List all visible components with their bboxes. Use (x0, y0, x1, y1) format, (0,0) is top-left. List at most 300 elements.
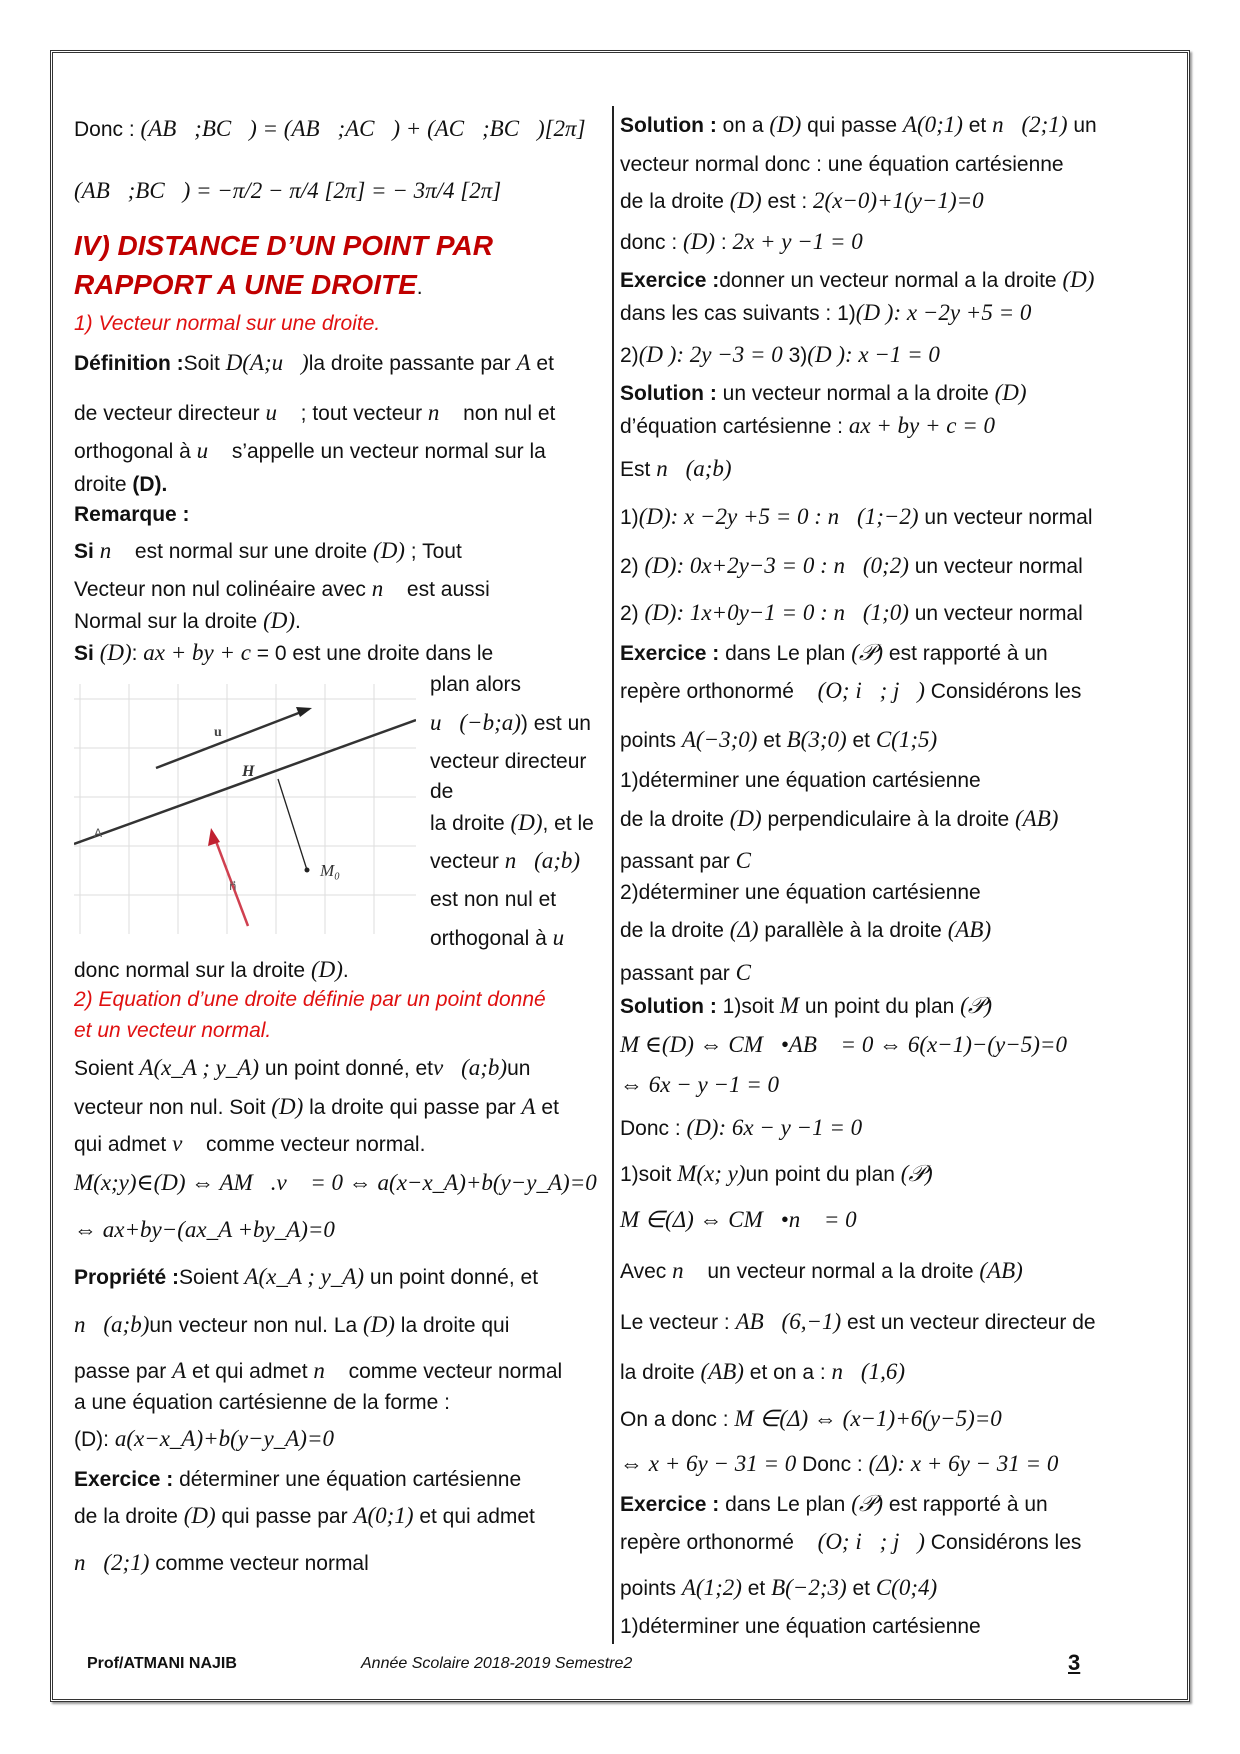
left-text-line (74, 1094, 559, 1121)
right-text-line (620, 806, 1058, 833)
subsection-heading: 1) Vecteur normal sur une droite. (74, 312, 381, 335)
math-expression: A (172, 1358, 187, 1383)
math-expression: 2x + y −1 = 0 (732, 229, 863, 254)
text: déterminer une équation cartésienne (179, 1468, 522, 1491)
math-expression: (𝒫) (960, 993, 993, 1018)
math-expression: u⃗ (196, 438, 226, 463)
math-expression: (Δ) (729, 917, 759, 942)
text: . (342, 959, 349, 982)
text: et (962, 114, 993, 137)
text: repère orthonormé (620, 680, 800, 703)
line-d (74, 720, 416, 844)
text: est non nul et (430, 888, 557, 911)
text: 1)soit (722, 995, 780, 1018)
text: 2) (620, 602, 645, 625)
line-normal-vector-figure (74, 684, 416, 934)
left-text-line (74, 1170, 597, 1197)
left-text-line (74, 1131, 425, 1158)
math-expression: ⇔ ax+by−(ax_A +by_A)=0 (74, 1217, 335, 1242)
math-expression: (D ): x −2y +5 = 0 (855, 300, 1032, 325)
label-h: H (242, 763, 255, 780)
math-expression: ℛ(O; i⃗; j⃗) (799, 678, 925, 703)
math-expression: n⃗(a;b) (504, 848, 581, 873)
text: et (846, 1577, 876, 1600)
left-text-line (74, 1312, 509, 1339)
math-expression: (D) (373, 538, 405, 563)
text: la droite passante par (308, 352, 517, 375)
text: 2) (620, 344, 639, 367)
text: 1)soit (620, 1163, 678, 1186)
math-expression: ⇔ x + 6y − 31 = 0 (620, 1451, 797, 1476)
left-text-line (430, 672, 521, 698)
text: (D): (74, 1428, 115, 1451)
math-expression: C(0;4) (875, 1575, 938, 1600)
math-expression: 2(x−0)+1(y−1)=0 (813, 188, 984, 213)
math-expression: u⃗ (265, 400, 295, 425)
math-expression: B(3;0) (786, 727, 847, 752)
math-expression: ax + by + c = 0 (848, 413, 996, 438)
left-text-line (430, 810, 594, 837)
text: Soient (179, 1266, 245, 1289)
text: ) est un (520, 712, 591, 735)
right-text-line (620, 112, 1097, 139)
math-expression: (D) (510, 810, 543, 835)
math-expression: (AB) (947, 917, 992, 942)
right-text-line (620, 413, 995, 440)
math-expression: (Δ): x + 6y − 31 = 0 (868, 1451, 1059, 1476)
right-text-line (620, 229, 863, 256)
bold-label: Si (74, 540, 100, 563)
math-expression: (AB) (979, 1258, 1023, 1283)
left-text-line (74, 538, 462, 565)
text: passe par (74, 1360, 173, 1383)
text: Soit (183, 352, 226, 375)
math-expression: (D) (271, 1094, 304, 1119)
text: qui admet (74, 1133, 173, 1156)
math-expression: (D) (729, 806, 762, 831)
math-expression: (D) (769, 112, 802, 137)
grid (74, 684, 416, 934)
math-expression: (D) (263, 608, 295, 633)
text: dans les cas suivants : 1) (620, 302, 856, 325)
math-expression: M ∈(Δ) ⇔ (x−1)+6(y−5)=0 (734, 1406, 1002, 1431)
bold-label: Exercice : (620, 1493, 726, 1516)
text: la droite (620, 1361, 701, 1384)
math-expression: (D ): 2y −3 = 0 (638, 342, 783, 367)
math-expression: v⃗ (172, 1131, 201, 1156)
bold-label: Remarque : (74, 503, 190, 526)
text: Est (620, 458, 657, 481)
text: est aussi (401, 578, 490, 601)
right-text-line (620, 1359, 905, 1386)
right-text-line (620, 300, 1031, 327)
right-text-line (620, 342, 940, 369)
right-text-line (620, 1406, 1002, 1433)
math-expression: A(0;1) (353, 1503, 414, 1528)
left-text-line (430, 925, 582, 952)
right-text-line (620, 1309, 1096, 1336)
right-text-line (620, 917, 991, 944)
left-text-line (74, 987, 546, 1013)
math-expression: M ∈(D) ⇔ CM⃗•AB⃗ = 0 ⇔ 6(x−1)−(y−5)=0 (620, 1032, 1067, 1057)
math-expression: ⇔ 6x − y −1 = 0 (620, 1072, 779, 1097)
right-text-line (620, 600, 1083, 627)
text: un vecteur normal a la droite (722, 382, 995, 405)
left-text-line (74, 1217, 335, 1244)
bold-label: Solution : (620, 382, 723, 405)
segment-h-m0 (278, 779, 307, 870)
text: un (1067, 114, 1097, 137)
text: . (416, 276, 423, 299)
text: 1)déterminer une équation cartésienne (620, 769, 981, 792)
text: comme vecteur normal. (200, 1133, 426, 1156)
text: de vecteur directeur (74, 402, 266, 425)
math-expression: M ∈(Δ) ⇔ CM⃗•n⃗ = 0 (620, 1207, 857, 1232)
left-text-line (74, 502, 190, 528)
math-expression: (D) (363, 1312, 395, 1337)
text: un point du plan (799, 995, 961, 1018)
text: un point du plan (745, 1163, 901, 1186)
text: de la droite (74, 1505, 184, 1528)
text: donner un vecteur normal a la droite (719, 269, 1063, 292)
math-expression: n⃗ (99, 538, 130, 563)
math-expression: A(x_A ; y_A) (244, 1264, 365, 1289)
right-text-line (620, 1451, 1058, 1478)
subsection-heading: et un vecteur normal. (74, 1019, 272, 1042)
math-expression: (D) (683, 229, 715, 254)
text: la droite (430, 812, 511, 835)
text: dans Le plan (725, 1493, 852, 1516)
math-expression: (𝒫) (851, 1491, 884, 1516)
text: 1) (620, 506, 639, 529)
right-text-line (620, 1258, 1023, 1285)
label-u: u⃗ (214, 725, 233, 740)
left-text-line (74, 1264, 538, 1291)
right-text-line (620, 1032, 1067, 1059)
right-text-line (620, 504, 1092, 531)
label-m0: M₀ (320, 861, 341, 880)
right-text-line (620, 880, 981, 906)
right-text-line (620, 188, 984, 215)
math-expression: (AB) (1015, 806, 1059, 831)
text: plan alors (430, 673, 522, 696)
right-text-line (620, 1072, 779, 1099)
right-text-line (620, 678, 1081, 705)
section-heading: IV) DISTANCE D’UN POINT PAR (74, 230, 493, 261)
math-expression: (D) (183, 1503, 216, 1528)
math-expression: (𝒫) (851, 640, 884, 665)
math-expression: (D) (310, 957, 343, 982)
math-expression: (D): 0x+2y−3 = 0 : n⃗(0;2) (644, 553, 909, 578)
text: : (131, 642, 144, 665)
text: qui passe (801, 114, 903, 137)
bold-label: Exercice : (620, 642, 726, 665)
math-expression: (D): x −2y +5 = 0 : n⃗(1;−2) (638, 504, 919, 529)
text: un point donné, et (364, 1266, 539, 1289)
text: et qui admet (186, 1360, 314, 1383)
text: Considérons les (924, 1531, 1082, 1554)
left-text-line (74, 230, 493, 262)
left-text-line (74, 472, 167, 498)
math-expression: n⃗(2;1) (992, 112, 1068, 137)
right-text-line (620, 993, 992, 1020)
left-text-line (430, 848, 580, 875)
text: est un vecteur directeur de (841, 1311, 1096, 1334)
math-expression: n⃗(a;b) (74, 1312, 150, 1337)
text: et (535, 1096, 559, 1119)
text: 2) (620, 555, 645, 578)
math-expression: ℛ(O; i⃗; j⃗) (799, 1529, 925, 1554)
math-expression: u⃗ (552, 925, 582, 950)
text: et (741, 1577, 772, 1600)
right-text-line (620, 640, 1048, 667)
text: 3) (782, 344, 808, 367)
text: . (295, 610, 301, 633)
section-heading: RAPPORT A UNE DROITE (74, 269, 417, 300)
text: est : (761, 190, 814, 213)
math-expression: n⃗ (427, 400, 458, 425)
bold-label: Solution : (620, 995, 723, 1018)
left-text-line (430, 779, 453, 805)
math-expression: v⃗(a;b) (433, 1055, 508, 1080)
left-text-line (74, 1018, 271, 1044)
right-text-line (620, 1115, 862, 1142)
footer-school-year: Année Scolaire 2018-2019 Semestre2 (361, 1655, 633, 1672)
math-expression: n⃗ (313, 1358, 343, 1383)
footer-author: Prof/ATMANI NAJIB (87, 1655, 237, 1672)
right-text-line (620, 456, 732, 483)
math-expression: B(−2;3) (771, 1575, 847, 1600)
text: Normal sur la droite (74, 610, 264, 633)
text: la droite qui (394, 1314, 510, 1337)
text: un vecteur non nul. La (149, 1314, 364, 1337)
text: s’appelle un vecteur normal sur la (226, 440, 546, 463)
math-expression: (AB⃗;BC⃗) = (AB⃗;AC⃗) + (AC⃗;BC⃗)[2π] (140, 116, 586, 141)
left-text-line (74, 1055, 530, 1082)
text: orthogonal à (430, 927, 553, 950)
math-expression: C (735, 848, 751, 873)
left-text-line (74, 1358, 562, 1385)
text: comme vecteur normal (149, 1552, 369, 1575)
left-text-line (74, 1426, 334, 1453)
right-text-line (620, 380, 1027, 407)
bold-label: Si (74, 642, 100, 665)
text: 2)déterminer une équation cartésienne (620, 881, 981, 904)
text: un (507, 1057, 531, 1080)
right-text-line (620, 152, 1064, 178)
text: de la droite (620, 919, 730, 942)
math-expression: n⃗(1,6) (831, 1359, 905, 1384)
text: un vecteur normal (908, 602, 1083, 625)
text: un vecteur normal (918, 506, 1093, 529)
math-expression: (𝒫) (900, 1161, 933, 1186)
text: passant par (620, 962, 736, 985)
left-text-line (74, 116, 586, 143)
math-expression: (D) (729, 188, 762, 213)
right-text-line (620, 960, 751, 987)
text: vecteur directeur (430, 750, 587, 773)
text: Considérons les (924, 680, 1082, 703)
text: et on a : (743, 1361, 832, 1384)
bold-label: Définition : (74, 352, 184, 375)
math-expression: n⃗ (371, 576, 402, 601)
text: de (430, 780, 454, 803)
math-expression: n⃗(2;1) (74, 1550, 150, 1575)
text: et (846, 729, 876, 752)
math-expression: (D): 6x − y −1 = 0 (686, 1115, 863, 1140)
text: passant par (620, 850, 736, 873)
math-expression: C (735, 960, 751, 985)
text: droite (74, 473, 133, 496)
subsection-heading: 2) Equation d’une droite définie par un point donné (74, 988, 546, 1011)
text: qui passe par (215, 1505, 354, 1528)
text: points (620, 729, 682, 752)
left-text-line (74, 311, 380, 337)
label-a: A (94, 826, 103, 840)
left-text-line (430, 749, 586, 775)
vector-n-arrowhead (208, 828, 220, 846)
text: vecteur normal donc : une équation cartésienne (620, 153, 1064, 176)
text: d’équation cartésienne : (620, 415, 849, 438)
text: , et le (542, 812, 594, 835)
bold-label: (D). (132, 473, 168, 496)
right-text-line (620, 1529, 1081, 1556)
math-expression: C(1;5) (875, 727, 938, 752)
right-text-line (620, 1491, 1048, 1518)
text: a une équation cartésienne de la forme : (74, 1391, 450, 1414)
left-text-line (74, 1467, 521, 1493)
text: dans Le plan (725, 642, 852, 665)
text: repère orthonormé (620, 1531, 800, 1554)
math-expression: M(x; y) (677, 1161, 746, 1186)
column-divider (612, 106, 614, 1644)
right-text-line (620, 727, 937, 754)
text: et (757, 729, 787, 752)
text: 1)déterminer une équation cartésienne (620, 1615, 981, 1638)
math-expression: A(x_A ; y_A) (139, 1055, 260, 1080)
text: est rapporté à un (883, 642, 1048, 665)
left-text-line (74, 1550, 369, 1577)
text: ; Tout (404, 540, 462, 563)
text: et qui admet (413, 1505, 535, 1528)
point-m0 (305, 868, 310, 873)
text: Avec (620, 1260, 673, 1283)
right-text-line (620, 267, 1094, 294)
left-text-line (74, 178, 501, 205)
math-expression: (D ): x −1 = 0 (807, 342, 940, 367)
text: donc : (620, 231, 684, 254)
left-text-line (74, 576, 490, 603)
right-text-line (620, 1614, 981, 1640)
left-text-line (430, 710, 591, 737)
text: comme vecteur normal (342, 1360, 563, 1383)
left-text-line (74, 957, 349, 984)
left-text-line (74, 400, 555, 427)
left-text-line (74, 608, 301, 635)
text: un point donné, et (259, 1057, 434, 1080)
text: Soient (74, 1057, 140, 1080)
left-text-line (74, 1390, 450, 1416)
text: un vecteur normal (908, 555, 1083, 578)
bold-label: Propriété : (74, 1266, 180, 1289)
right-text-line (620, 1161, 933, 1188)
text: un vecteur normal a la droite (701, 1260, 980, 1283)
right-text-line (620, 1207, 857, 1234)
text: perpendiculaire à la droite (761, 808, 1016, 831)
math-expression: A (521, 1094, 536, 1119)
math-expression: A (516, 350, 531, 375)
text: donc normal sur la droite (74, 959, 311, 982)
left-text-line (74, 269, 423, 301)
label-n: n⃗ (229, 879, 237, 893)
text: Donc : (620, 1117, 687, 1140)
left-text-line (74, 350, 554, 377)
bold-label: Exercice : (620, 269, 720, 292)
text: : (714, 231, 733, 254)
math-expression: (D) (99, 640, 132, 665)
text: de la droite (620, 808, 730, 831)
text: vecteur non nul. Soit (74, 1096, 272, 1119)
text: la droite qui passe par (303, 1096, 522, 1119)
text: vecteur (430, 850, 505, 873)
text: et (530, 352, 554, 375)
text: orthogonal à (74, 440, 197, 463)
math-expression: ax + by + c (143, 640, 251, 665)
text: Donc : (796, 1453, 869, 1476)
math-expression: (D) (994, 380, 1027, 405)
left-text-line (74, 438, 546, 465)
page-number: 3 (1068, 1650, 1081, 1675)
right-text-line (620, 848, 751, 875)
text: non nul et (457, 402, 556, 425)
right-text-line (620, 553, 1083, 580)
math-expression: n⃗ (672, 1258, 702, 1283)
math-expression: A(1;2) (681, 1575, 742, 1600)
math-expression: (AB) (700, 1359, 744, 1384)
left-text-line (74, 1503, 535, 1530)
text: points (620, 1577, 682, 1600)
math-expression: (AB⃗;BC⃗) = −π/2 − π/4 [2π] = − 3π/4 [2π] (74, 178, 502, 203)
vector-u-arrowhead (296, 707, 312, 717)
text: Donc : (74, 118, 141, 141)
right-text-line (620, 1575, 937, 1602)
text: est rapporté à un (883, 1493, 1048, 1516)
math-expression: D(A;u⃗) (225, 350, 309, 375)
text: On a donc : (620, 1408, 735, 1431)
bold-label: Exercice : (74, 1468, 180, 1491)
math-expression: a(x−x_A)+b(y−y_A)=0 (114, 1426, 334, 1451)
text: Vecteur non nul colinéaire avec (74, 578, 372, 601)
text: ; tout vecteur (294, 402, 428, 425)
math-expression: M(x;y)∈(D) ⇔ AM⃗.v⃗ = 0 ⇔ a(x−x_A)+b(y−y_A)=0 (74, 1170, 597, 1195)
text: = 0 est une droite dans le (250, 642, 494, 665)
text: de la droite (620, 190, 730, 213)
text: est normal sur une droite (129, 540, 374, 563)
text: Le vecteur : (620, 1311, 736, 1334)
math-expression: A(−3;0) (681, 727, 758, 752)
math-expression: (D): 1x+0y−1 = 0 : n⃗(1;0) (644, 600, 909, 625)
math-expression: AB⃗(6,−1) (735, 1309, 842, 1334)
left-text-line (430, 887, 556, 913)
right-text-line (620, 768, 981, 794)
bold-label: Solution : (620, 114, 723, 137)
math-expression: M (779, 993, 800, 1018)
text: parallèle à la droite (758, 919, 948, 942)
math-expression: n⃗(a;b) (656, 456, 732, 481)
left-text-line (74, 640, 493, 667)
math-expression: u⃗(−b;a) (430, 710, 521, 735)
math-expression: A(0;1) (902, 112, 963, 137)
